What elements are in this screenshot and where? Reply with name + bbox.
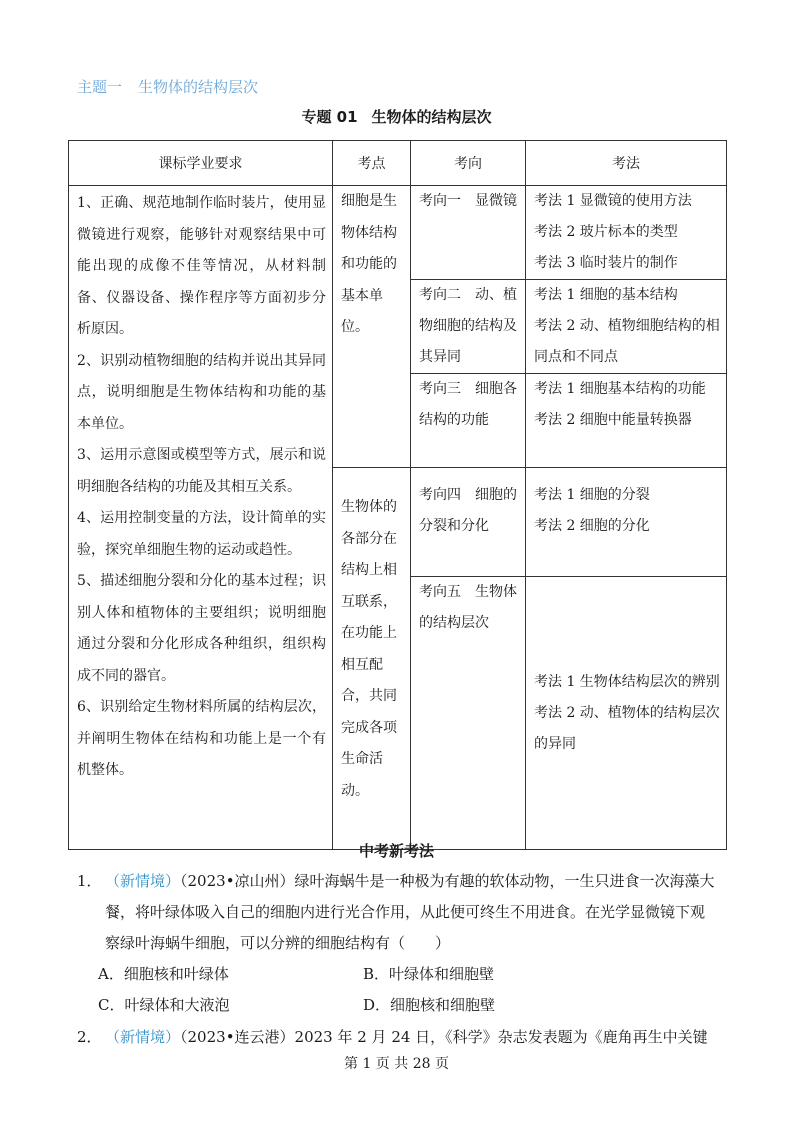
kaodian-cell <box>333 468 411 850</box>
kaofa-item: 考法 1 细胞基本结构的功能 <box>534 381 706 397</box>
header-kaoxiang: 考向 <box>411 141 526 186</box>
kaofa-item: 考法 2 动、植物细胞结构的相同点和不同点 <box>534 318 720 365</box>
kaoxiang-cell <box>411 186 526 280</box>
requirements-cell <box>69 186 333 850</box>
option-a[interactable]: A．细胞核和叶绿体 <box>98 965 229 983</box>
requirement-item: 5、描述细胞分裂和分化的基本过程；识别人体和植物体的主要组织；说明细胞通过分裂和分化形成各种组织，组织构成不同的器官。 <box>77 573 326 684</box>
requirements-table <box>68 140 727 850</box>
question-text: （2023•连云港）2023 年 2 月 24 日，《科学》杂志发表题为《鹿角再生中关键 <box>180 1028 708 1046</box>
kaofa-cell <box>526 374 727 468</box>
topic-name: 生物体的结构层次 <box>371 108 492 126</box>
kaoxiang-text: 考向五 生物体的结构层次 <box>419 584 517 631</box>
requirement-item: 6、识别给定生物材料所属的结构层次，并阐明生物体在结构和功能上是一个有机整体。 <box>77 699 326 778</box>
theme-label: 主题一 <box>77 78 123 96</box>
option-d[interactable]: D．细胞核和细胞壁 <box>363 996 496 1014</box>
kaoxiang-text: 考向四 细胞的分裂和分化 <box>419 487 517 534</box>
option-c[interactable]: C．叶绿体和大液泡 <box>98 996 230 1014</box>
kaodian-text: 生物体的各部分在结构上相互联系，在功能上相互配合，共同完成各项生命活动。 <box>341 499 397 799</box>
kaoxiang-text: 考向三 细胞各结构的功能 <box>419 381 517 428</box>
question-1 <box>77 866 717 959</box>
theme-title: 生物体的结构层次 <box>138 78 259 96</box>
kaoxiang-text: 考向二 动、植物细胞的结构及其异同 <box>419 287 517 365</box>
table-header-row <box>69 141 727 186</box>
kaoxiang-cell <box>411 374 526 468</box>
kaodian-cell <box>333 186 411 468</box>
kaoxiang-cell <box>411 468 526 577</box>
question-text: （2023•凉山州）绿叶海蜗牛是一种极为有趣的软体动物，一生只进食一次海藻大餐，将叶绿体吸入自己的细胞内进行光合作用，从此便可终生不用进食。在光学显微镜下观察绿叶海蜗牛细胞，可以分辨的细胞结构有（ ） <box>105 872 715 952</box>
kaofa-item: 考法 1 细胞的基本结构 <box>534 287 678 303</box>
kaofa-item: 考法 1 生物体结构层次的辨别 <box>534 673 720 690</box>
kaofa-item: 考法 2 细胞的分化 <box>534 518 650 534</box>
question-1-options <box>98 959 718 1021</box>
table-row <box>69 186 727 280</box>
page-footer: 第 1 页 共 28 页 <box>344 1056 449 1072</box>
requirement-item: 3、运用示意图或模型等方式，展示和说明细胞各结构的功能及其相互关系。 <box>77 447 326 495</box>
kaofa-item: 考法 3 临时装片的制作 <box>534 255 678 271</box>
kaofa-item: 考法 2 动、植物体的结构层次的异同 <box>534 704 720 752</box>
question-number: 2． <box>77 1028 102 1046</box>
kaofa-item: 考法 2 玻片标本的类型 <box>534 224 678 240</box>
kaodian-text: 细胞是生物体结构和功能的基本单位。 <box>341 193 397 335</box>
kaofa-cell <box>526 577 727 850</box>
kaofa-item: 考法 1 显微镜的使用方法 <box>534 193 692 209</box>
topic-label: 专题 01 <box>301 108 358 126</box>
theme-heading <box>77 76 258 97</box>
question-number: 1． <box>77 872 102 890</box>
option-b[interactable]: B．叶绿体和细胞壁 <box>363 965 495 983</box>
kaofa-cell <box>526 280 727 374</box>
kaofa-item: 考法 2 细胞中能量转换器 <box>534 412 692 428</box>
requirement-item: 1、正确、规范地制作临时装片，使用显微镜进行观察，能够针对观察结果中可能出现的成像不佳等情况，从材料制备、仪器设备、操作程序等方面初步分析原因。 <box>77 195 326 337</box>
header-kaofa: 考法 <box>526 141 727 186</box>
kaoxiang-cell <box>411 280 526 374</box>
question-tag: （新情境） <box>105 1028 181 1046</box>
requirement-item: 2、识别动植物细胞的结构并说出其异同点，说明细胞是生物体结构和功能的基本单位。 <box>77 352 326 432</box>
topic-title <box>0 106 793 127</box>
question-tag: （新情境） <box>105 872 181 890</box>
kaoxiang-text: 考向一 显微镜 <box>419 193 517 209</box>
header-kaodian: 考点 <box>333 141 411 186</box>
kaofa-cell <box>526 468 727 577</box>
header-requirements: 课标学业要求 <box>69 141 333 186</box>
section-title: 中考新考法 <box>358 842 434 860</box>
requirement-item: 4、运用控制变量的方法，设计简单的实验，探究单细胞生物的运动或趋性。 <box>77 510 326 558</box>
kaofa-cell <box>526 186 727 280</box>
kaoxiang-cell <box>411 577 526 850</box>
kaofa-item: 考法 1 细胞的分裂 <box>534 487 650 503</box>
question-2 <box>77 1022 717 1053</box>
